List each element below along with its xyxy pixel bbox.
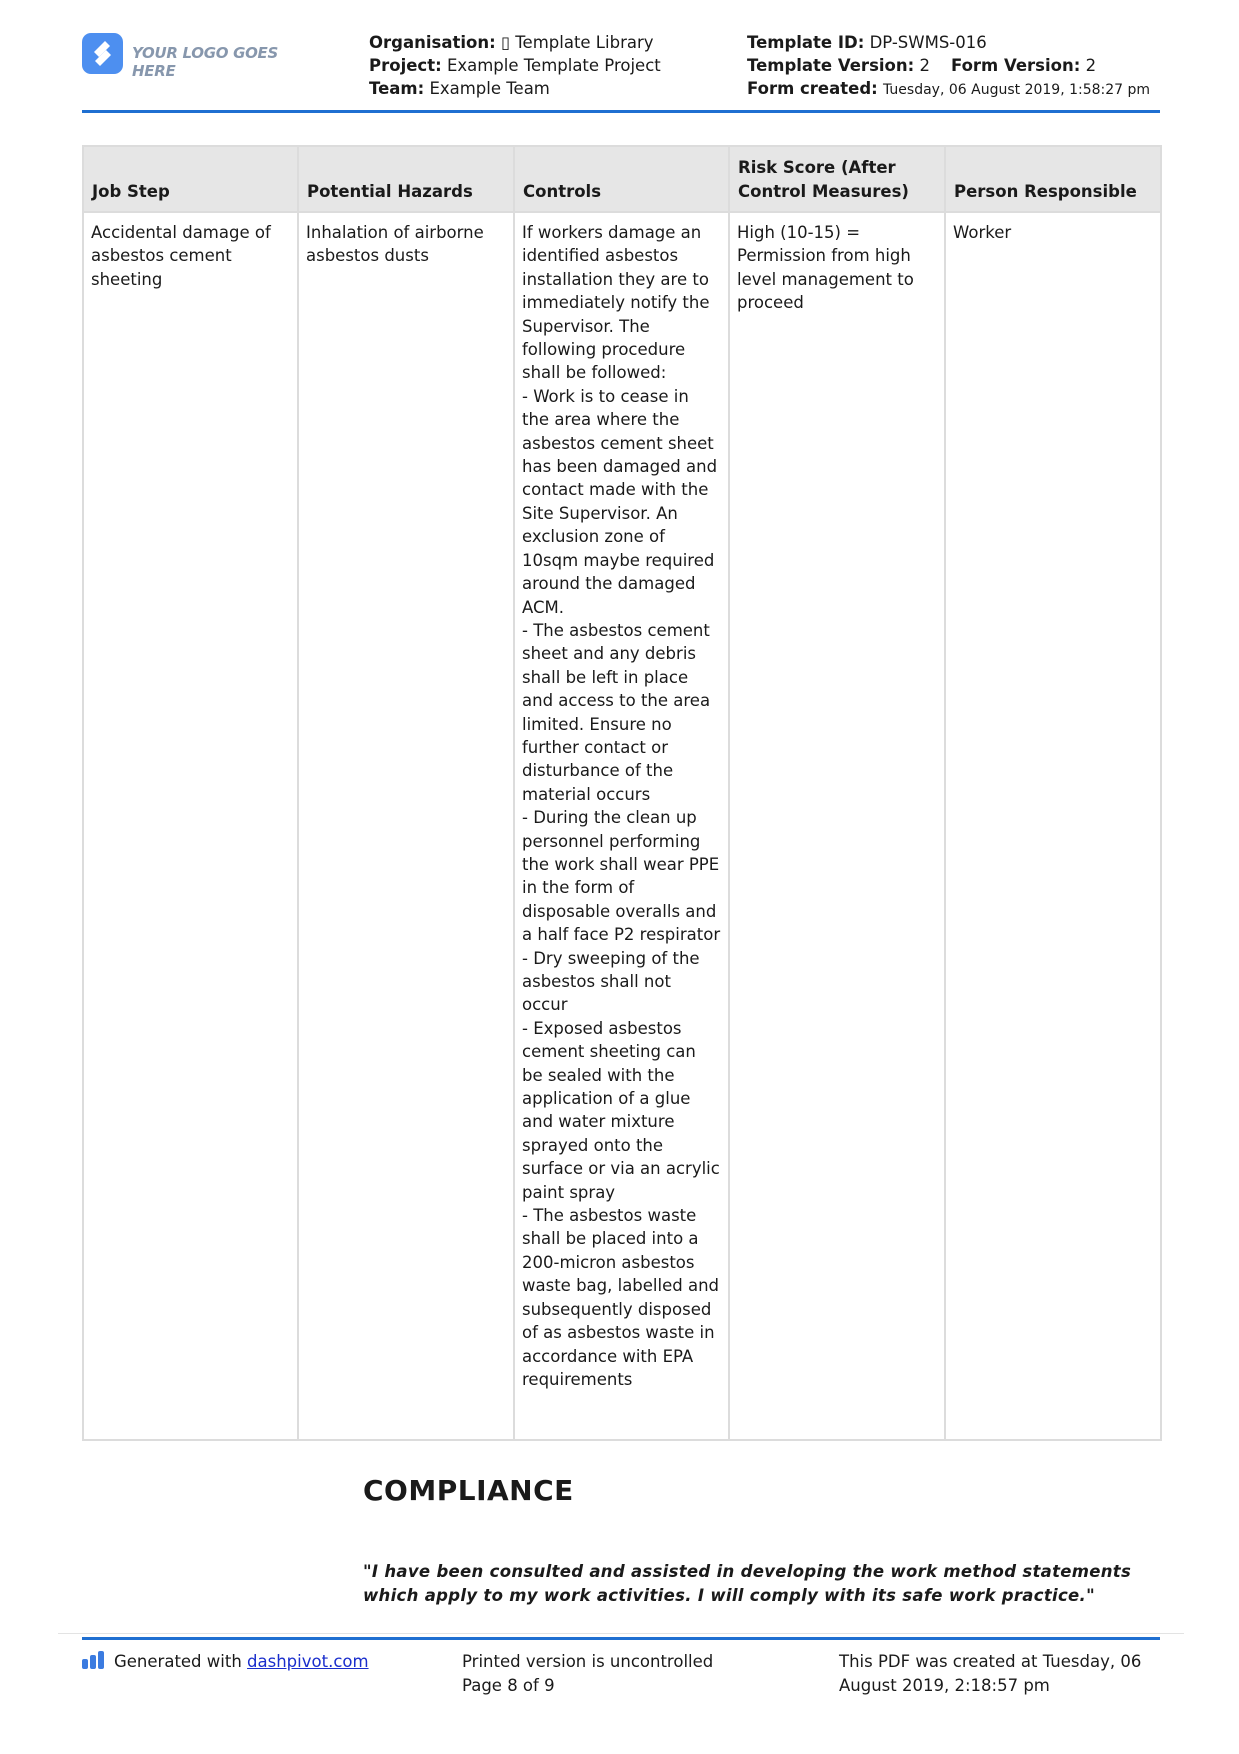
generated-prefix: Generated with [114, 1652, 242, 1671]
form-created-value: Tuesday, 06 August 2019, 1:58:27 pm [883, 82, 1151, 98]
organisation-label: Organisation: [369, 33, 496, 52]
footer-page-info [462, 1650, 713, 1697]
cell-person-responsible: Worker [945, 212, 1161, 1440]
company-logo [82, 33, 302, 80]
job-steps-table [82, 145, 1162, 1441]
cell-potential-hazards: Inhalation of airborne asbestos dusts [298, 212, 514, 1440]
footer-created: This PDF was created at Tuesday, 06 August 2019, 2:18:57 pm [839, 1652, 1142, 1695]
organisation-value: ▯ Template Library [500, 33, 654, 52]
logo-text: YOUR LOGO GOES HERE [132, 44, 279, 80]
template-id-label: Template ID: [747, 33, 865, 52]
project-value: Example Template Project [446, 56, 661, 75]
header-divider [82, 110, 1160, 113]
compliance-title: COMPLIANCE [363, 1474, 574, 1507]
footer-divider [82, 1637, 1160, 1640]
template-version-value: 2 [919, 56, 930, 75]
team-value: Example Team [429, 79, 550, 98]
form-version-value: 2 [1085, 56, 1097, 75]
project-label: Project: [369, 56, 442, 75]
col-header-risk-score: Risk Score (After Control Measures) [729, 146, 945, 212]
dashpivot-bars-icon [82, 1651, 106, 1676]
table-row [83, 212, 1161, 1440]
team-label: Team: [369, 79, 425, 98]
col-header-person-responsible: Person Responsible [945, 146, 1161, 212]
template-id-value: DP-SWMS-016 [869, 33, 987, 52]
col-header-job-step: Job Step [83, 146, 298, 212]
col-header-potential-hazards: Potential Hazards [298, 146, 514, 212]
header-org-info [369, 31, 661, 100]
page-header [82, 22, 1160, 112]
compliance-quote: "I have been consulted and assisted in developing the work method statements which apply to my work activities. I will comply with its safe work practice." [363, 1562, 1132, 1605]
col-header-controls: Controls [514, 146, 729, 212]
cell-job-step: Accidental damage of asbestos cement sheeting [83, 212, 298, 1440]
header-template-info [747, 31, 1150, 102]
cell-risk-score: High (10-15) = Permission from high level management to proceed [729, 212, 945, 1440]
footer-generated [82, 1650, 369, 1676]
dashpivot-link[interactable]: dashpivot.com [247, 1652, 369, 1671]
form-version-label: Form Version: [950, 56, 1081, 75]
uncontrolled-notice: Printed version is uncontrolled [462, 1652, 714, 1671]
cell-controls: If workers damage an identified asbestos installation they are to immediately notify the Supervisor. The following procedure shall be followed: - Work is to cease in the area where the asbestos cement sheet has been damaged and contact made with the Site Supervisor. An exclusion zone of 10sqm maybe required around the damaged ACM. - The asbestos cement sheet and any debris shall be left in place and access to the area limited. Ensure no further contact or disturbance of the material occurs - During the clean up personnel performing the work shall wear PPE in the form of disposable overalls and a half face P2 respirator - Dry sweeping of the asbestos shall not occur - Exposed asbestos cement sheeting can be sealed with the application of a glue and water mixture sprayed onto the surface or via an acrylic paint spray - The asbestos waste shall be placed into a 200-micron asbestos waste bag, labelled and subsequently disposed of as asbestos waste in accordance with EPA requirements [514, 212, 729, 1440]
form-created-label: Form created: [747, 79, 878, 98]
footer-thin-divider [58, 1633, 1184, 1634]
page-number: Page 8 of 9 [462, 1675, 555, 1695]
logo-icon [82, 33, 123, 74]
template-version-label: Template Version: [747, 56, 915, 75]
table-header-row [83, 146, 1161, 212]
